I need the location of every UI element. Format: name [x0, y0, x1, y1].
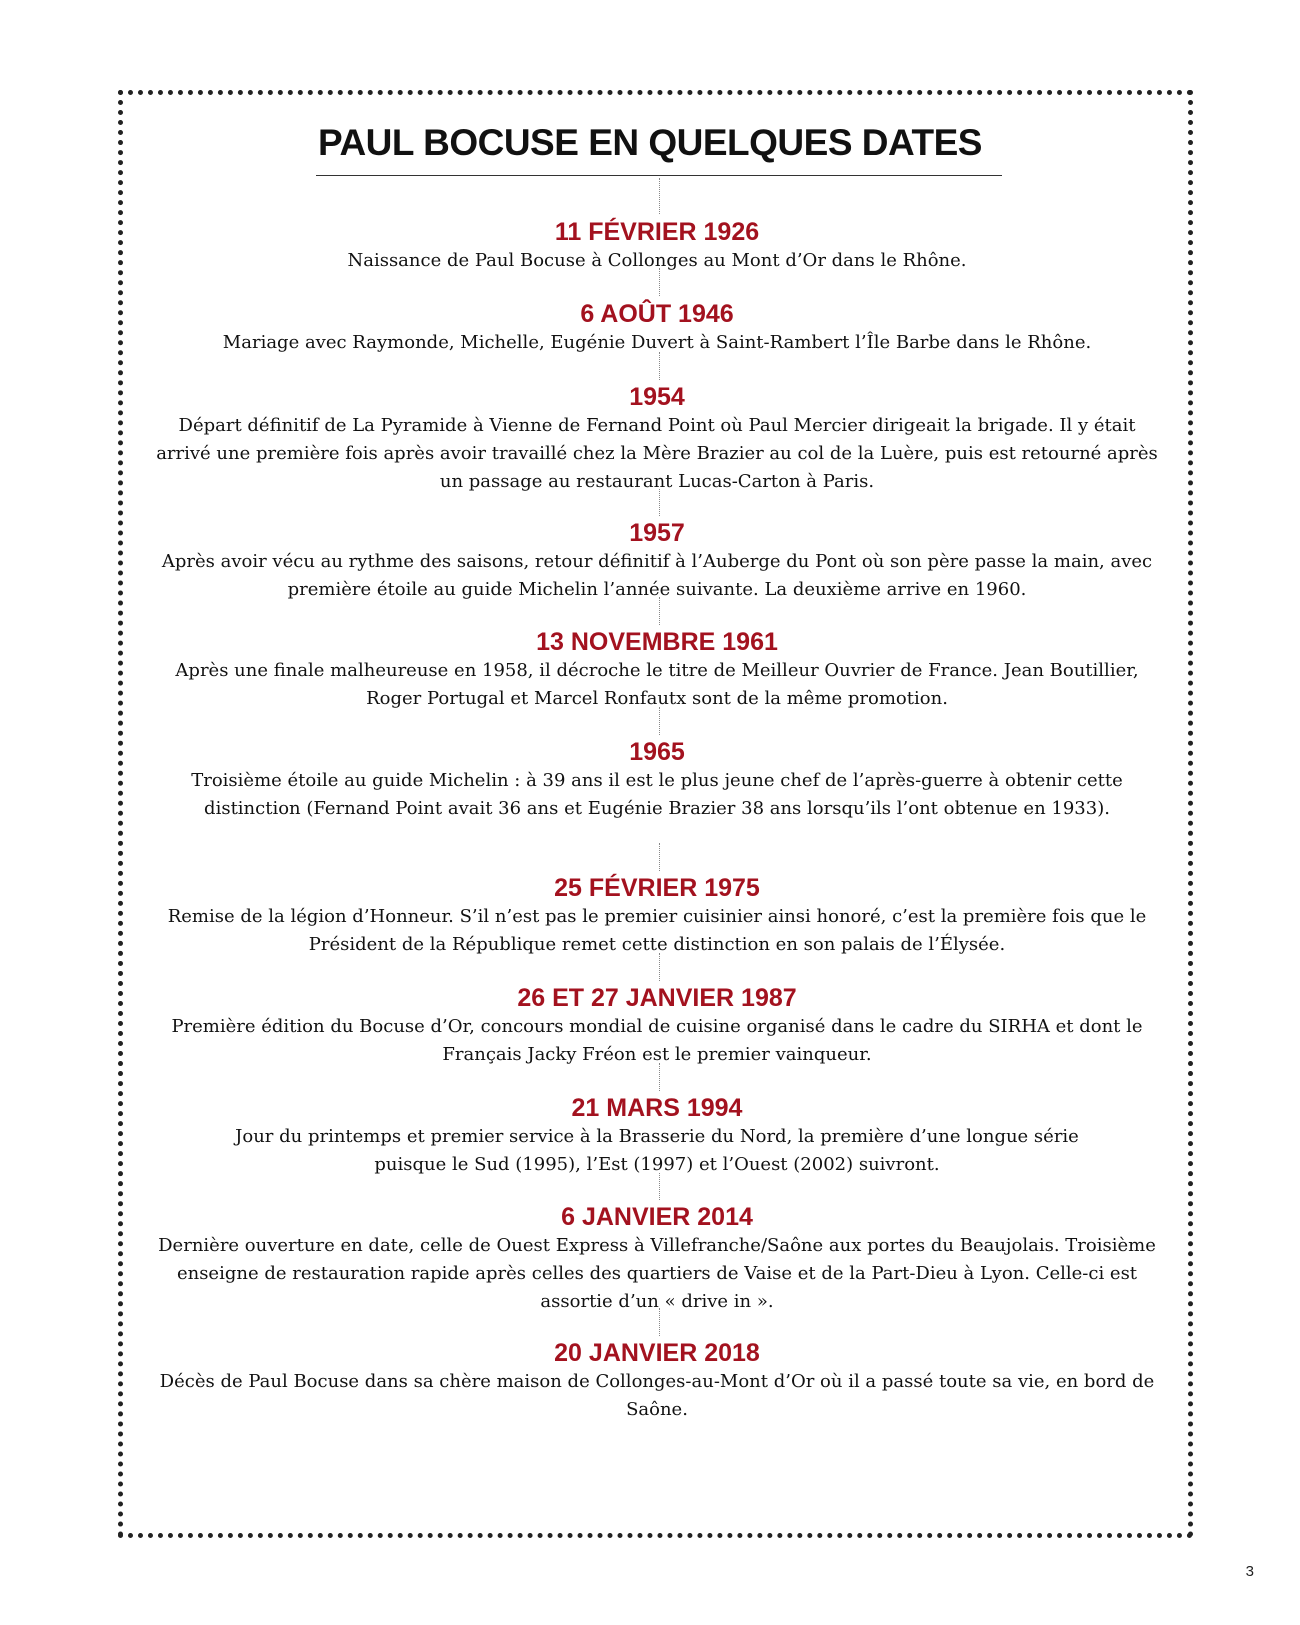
- entry-description: Mariage avec Raymonde, Michelle, Eugénie Duvert à Saint-Rambert l’Île Barbe dans le Rhône.: [222, 332, 1092, 353]
- entry-date: 6 AOÛT 1946: [580, 300, 734, 328]
- entry-description: Après avoir vécu au rythme des saisons, retour définitif à l’Auberge du Pont où son père passe la main, avec première étoile au guide Michelin l’année suivante. La deuxième arrive en 1960.: [161, 551, 1153, 600]
- timeline-entry: [150, 873, 1164, 959]
- timeline-entry: [150, 1202, 1164, 1316]
- timeline-connector: [659, 178, 660, 214]
- page-number: 3: [1245, 1563, 1254, 1580]
- timeline-entry: [150, 1338, 1164, 1424]
- entry-date: 21 MARS 1994: [571, 1094, 743, 1122]
- entry-description: Remise de la légion d’Honneur. S’il n’est pas le premier cuisinier ainsi honoré, c’est la première fois que le Président de la République remet cette distinction en son palais de l’Élysée.: [167, 906, 1147, 955]
- entry-description: Dernière ouverture en date, celle de Ouest Express à Villefranche/Saône aux portes du Beaujolais. Troisième enseigne de restauration rapide après celles des quartiers de Vaise et de la Part-Dieu à Lyon. Celle-ci est assortie d’un « drive in ».: [158, 1235, 1156, 1312]
- timeline-entry: [150, 627, 1164, 713]
- entry-date: 13 NOVEMBRE 1961: [536, 628, 778, 656]
- entry-description: Première édition du Bocuse d’Or, concours mondial de cuisine organisé dans le cadre du SIRHA et dont le Français Jacky Fréon est le premier vainqueur.: [171, 1016, 1143, 1065]
- entry-description: Départ définitif de La Pyramide à Vienne de Fernand Point où Paul Mercier dirigeait la brigade. Il y était arrivé une première fois après avoir travaillé chez la Mère Brazier au col de la Luère, puis est retourné après un passage au restaurant Lucas-Carton à Paris.: [156, 415, 1158, 492]
- timeline-entry: [150, 737, 1164, 823]
- timeline-entry: [150, 217, 1164, 275]
- entry-date: 1954: [629, 383, 685, 411]
- entry-date: 26 ET 27 JANVIER 1987: [517, 984, 797, 1012]
- entry-description: Naissance de Paul Bocuse à Collonges au Mont d’Or dans le Rhône.: [347, 250, 967, 271]
- entry-date: 11 FÉVRIER 1926: [554, 218, 760, 246]
- timeline-entry: [150, 518, 1164, 604]
- entry-date: 1957: [629, 519, 685, 547]
- timeline-connector: [659, 843, 660, 871]
- entry-date: 20 JANVIER 2018: [554, 1339, 760, 1367]
- timeline-entry: [150, 299, 1164, 357]
- entry-date: 25 FÉVRIER 1975: [554, 874, 760, 902]
- entry-description: Troisième étoile au guide Michelin : à 39 ans il est le plus jeune chef de l’après-guerre à obtenir cette distinction (Fernand Point avait 36 ans et Eugénie Brazier 38 ans lorsqu’ils l’ont obtenue en 1933).: [191, 770, 1123, 819]
- entry-description: Après une finale malheureuse en 1958, il décroche le titre de Meilleur Ouvrier de France. Jean Boutillier, Roger Portugal et Marcel Ronfautx sont de la même promotion.: [175, 660, 1139, 709]
- timeline-entry: [150, 983, 1164, 1069]
- timeline-entry: [150, 382, 1164, 496]
- timeline-entry: [150, 1093, 1164, 1179]
- entry-description: Jour du printemps et premier service à la Brasserie du Nord, la première d’une longue série puisque le Sud (1995), l’Est (1997) et l’Ouest (2002) suivront.: [235, 1126, 1079, 1175]
- entry-date: 6 JANVIER 2014: [561, 1203, 753, 1231]
- entry-description: Décès de Paul Bocuse dans sa chère maison de Collonges-au-Mont d’Or où il a passé toute sa vie, en bord de Saône.: [159, 1371, 1155, 1420]
- page-title: PAUL BOCUSE EN QUELQUES DATES: [318, 122, 982, 163]
- title-underline: [316, 175, 1002, 176]
- entry-date: 1965: [629, 738, 685, 766]
